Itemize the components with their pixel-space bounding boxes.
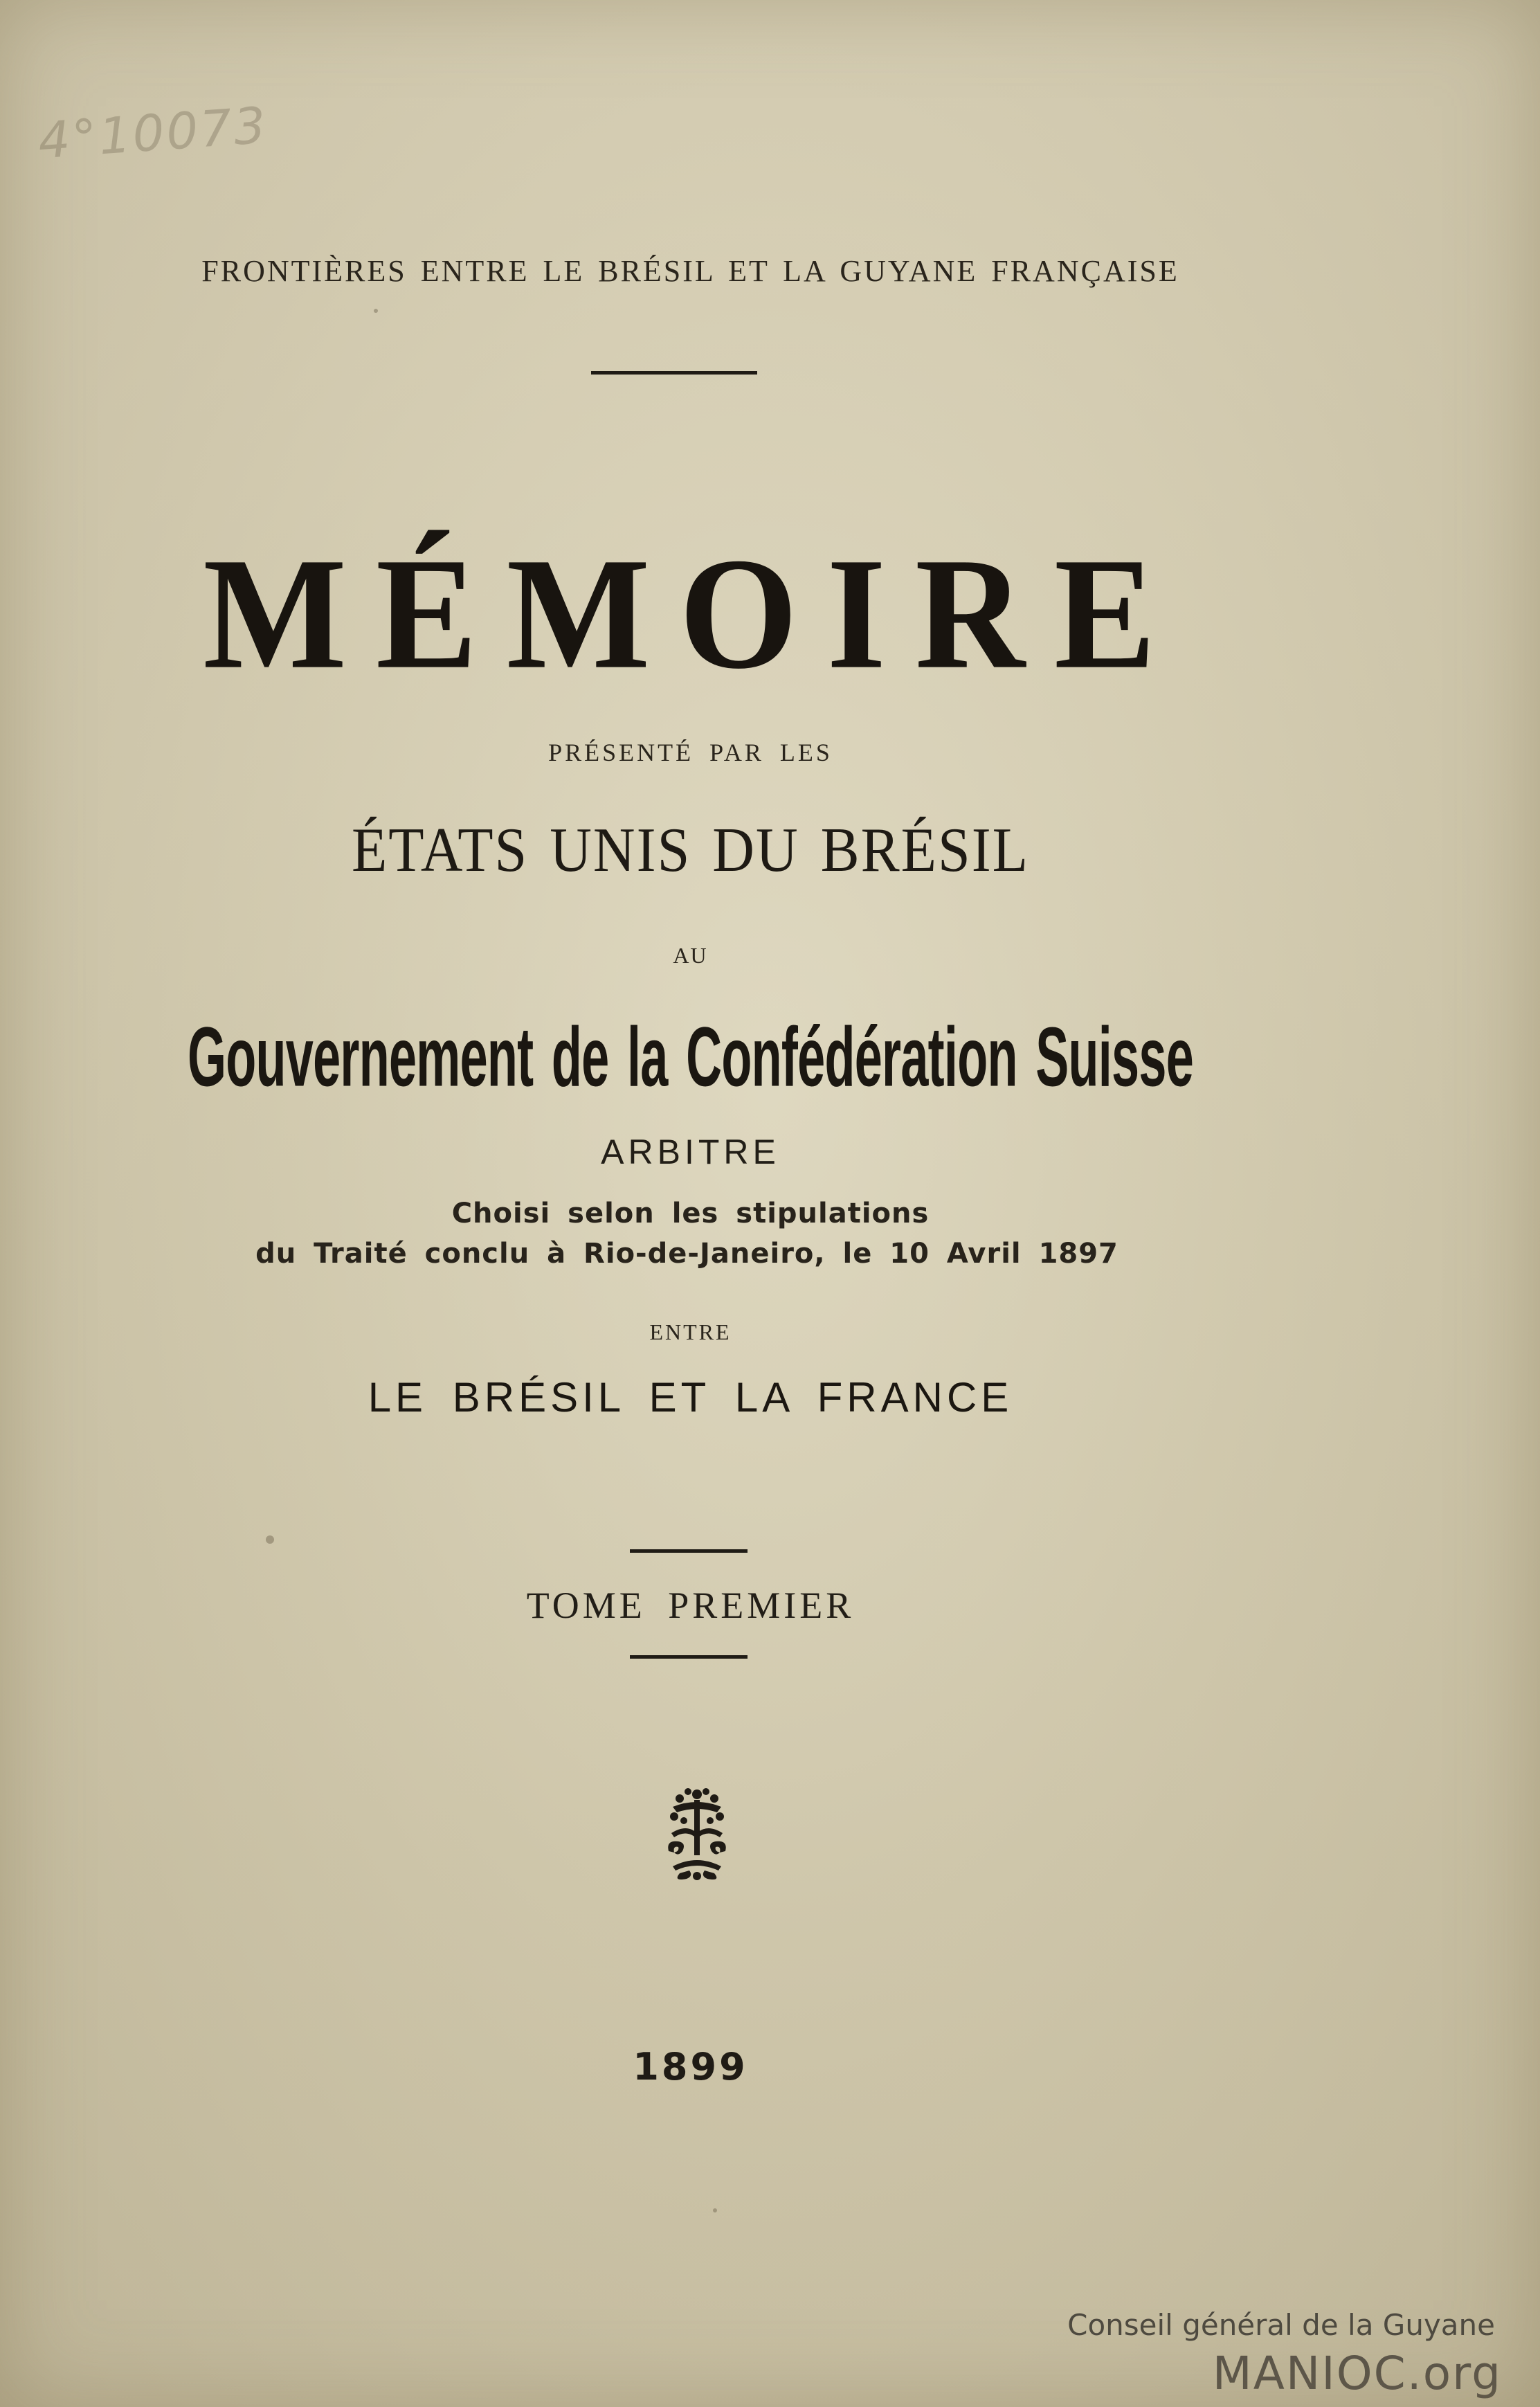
divider-top — [591, 371, 757, 375]
country-name: ÉTATS UNIS DU BRÉSIL — [352, 815, 1029, 885]
series-header: FRONTIÈRES ENTRE LE BRÉSIL ET LA GUYANE FRANÇAISE — [201, 254, 1179, 288]
government-name: Gouvernement de la Confédération Suisse — [187, 1009, 1194, 1105]
paper-speck — [374, 309, 378, 313]
manioc-logo: MANIOC.org — [1212, 2347, 1502, 2400]
divider-volume-top — [630, 1549, 748, 1553]
treaty-line-2: du Traité conclu à Rio-de-Janeiro, le 10 Avril 1897 — [255, 1238, 1118, 1270]
presented-by: PRÉSENTÉ PAR LES — [548, 739, 833, 766]
divider-volume-bottom — [630, 1655, 748, 1659]
watermark-credit: Conseil général de la Guyane — [1067, 2308, 1495, 2342]
role-arbitre: ARBITRE — [601, 1133, 780, 1171]
publication-year: 1899 — [633, 2045, 748, 2089]
preposition-au: AU — [673, 943, 708, 968]
floral-ornament-icon — [659, 1785, 735, 1882]
call-number: 4°10073 — [36, 96, 270, 170]
parties: LE BRÉSIL ET LA FRANCE — [368, 1374, 1013, 1421]
preposition-entre: ENTRE — [649, 1319, 732, 1344]
treaty-line-1: Choisi selon les stipulations — [451, 1198, 930, 1229]
paper-speck — [266, 1535, 274, 1544]
paper-speck — [713, 2208, 717, 2212]
page-title: MÉMOIRE — [203, 524, 1185, 703]
volume-label: TOME PREMIER — [526, 1585, 855, 1626]
